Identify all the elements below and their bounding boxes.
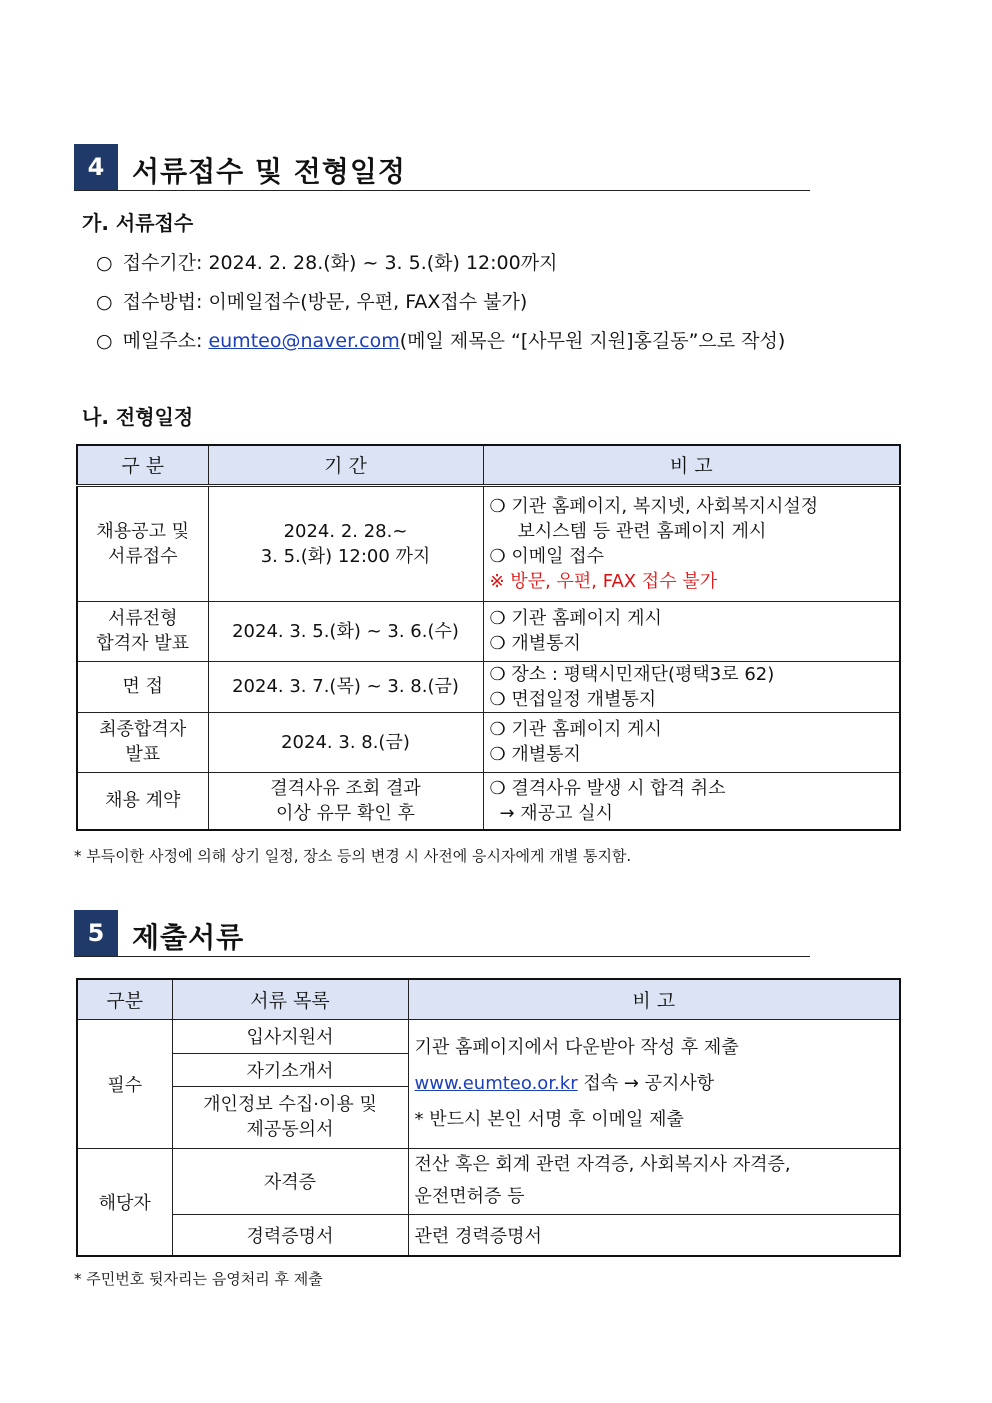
notes-cell: ❍ 기관 홈페이지, 복지넷, 사회복지시설정 보시스템 등 관련 홈페이지 게시 ❍ 이메일 접수 ※ 방문, 우편, FAX 접수 불가: [483, 485, 900, 601]
notes-cell: 전산 혹은 회계 관련 자격증, 사회복지사 자격증, 운전면허증 등: [408, 1148, 900, 1214]
period-cell: 결격사유 조회 결과 이상 유무 확인 후: [208, 772, 483, 830]
bullet-text: 메일주소:: [122, 330, 209, 352]
section-number-badge: 5: [74, 910, 118, 956]
circle-bullet-icon: ○: [96, 252, 113, 274]
table-header-row: [77, 445, 900, 485]
bullet-text: 접수기간: 2024. 2. 28.(화) ~ 3. 5.(화) 12:00까지: [122, 252, 558, 274]
table-header-row: [77, 979, 900, 1019]
period-cell: 2024. 2. 28.~ 3. 5.(화) 12:00 까지: [208, 485, 483, 601]
bullet-text: (메일 제목은 “[사무원 지원]홍길동”으로 작성): [399, 330, 786, 352]
period-cell: 2024. 3. 7.(목) ~ 3. 8.(금): [208, 661, 483, 712]
table-row: [77, 601, 900, 661]
table-row: [77, 485, 900, 601]
category-cell: 서류전형 합격자 발표: [77, 601, 208, 661]
column-header: 구분: [77, 979, 172, 1019]
warning-note: ※ 방문, 우편, FAX 접수 불가: [489, 570, 718, 592]
section-4-heading: [74, 144, 810, 191]
schedule-table: [76, 444, 901, 831]
notes-cell: ❍ 기관 홈페이지 게시 ❍ 개별통지: [483, 601, 900, 661]
bullet-mail: [96, 326, 785, 353]
table-row: [77, 1214, 900, 1256]
column-header: 비 고: [408, 979, 900, 1019]
table-row: [77, 661, 900, 712]
section-title: 제출서류: [132, 921, 245, 954]
document-cell: 입사지원서: [172, 1019, 408, 1053]
notes-cell: ❍ 장소 : 평택시민재단(평택3로 62) ❍ 면접일정 개별통지: [483, 661, 900, 712]
notes-cell: 기관 홈페이지에서 다운받아 작성 후 제출 www.eumteo.or.kr 접속 → 공지사항 * 반드시 본인 서명 후 이메일 제출: [408, 1019, 900, 1148]
section-number-badge: 4: [74, 144, 118, 190]
category-cell: 최종합격자 발표: [77, 712, 208, 772]
period-cell: 2024. 3. 5.(화) ~ 3. 6.(수): [208, 601, 483, 661]
category-cell: 필수: [77, 1019, 172, 1148]
table-row: [77, 1019, 900, 1053]
table-row: [77, 712, 900, 772]
category-cell: 면 접: [77, 661, 208, 712]
subheading-schedule: 나. 전형일정: [82, 405, 194, 429]
section-title: 서류접수 및 전형일정: [132, 155, 406, 188]
table-row: [77, 772, 900, 830]
table-row: [77, 1148, 900, 1214]
column-header: 서류 목록: [172, 979, 408, 1019]
category-cell: 해당자: [77, 1148, 172, 1256]
column-header: 구 분: [77, 445, 208, 485]
document-cell: 자격증: [172, 1148, 408, 1214]
email-link[interactable]: eumteo@naver.com: [208, 330, 400, 352]
bullet-method: [96, 287, 527, 314]
subheading-document-submission: 가. 서류접수: [82, 211, 194, 235]
circle-bullet-icon: ○: [96, 291, 113, 313]
column-header: 비 고: [483, 445, 900, 485]
period-cell: 2024. 3. 8.(금): [208, 712, 483, 772]
notes-cell: 관련 경력증명서: [408, 1214, 900, 1256]
notes-cell: ❍ 결격사유 발생 시 합격 취소 → 재공고 실시: [483, 772, 900, 830]
document-cell: 자기소개서: [172, 1053, 408, 1086]
schedule-footnote: * 부득이한 사정에 의해 상기 일정, 장소 등의 변경 시 사전에 응시자에게 개별 통지함.: [74, 847, 632, 865]
document-cell: 개인정보 수집·이용 및 제공동의서: [172, 1086, 408, 1148]
documents-table: [76, 978, 901, 1257]
documents-footnote: * 주민번호 뒷자리는 음영처리 후 제출: [74, 1270, 323, 1288]
column-header: 기 간: [208, 445, 483, 485]
bullet-text: 접수방법: 이메일접수(방문, 우편, FAX접수 불가): [122, 291, 528, 313]
document-cell: 경력증명서: [172, 1214, 408, 1256]
category-cell: 채용공고 및 서류접수: [77, 485, 208, 601]
website-link[interactable]: www.eumteo.or.kr: [414, 1072, 578, 1094]
circle-bullet-icon: ○: [96, 330, 113, 352]
category-cell: 채용 계약: [77, 772, 208, 830]
section-5-heading: [74, 910, 810, 957]
bullet-period: [96, 248, 557, 275]
notes-cell: ❍ 기관 홈페이지 게시 ❍ 개별통지: [483, 712, 900, 772]
